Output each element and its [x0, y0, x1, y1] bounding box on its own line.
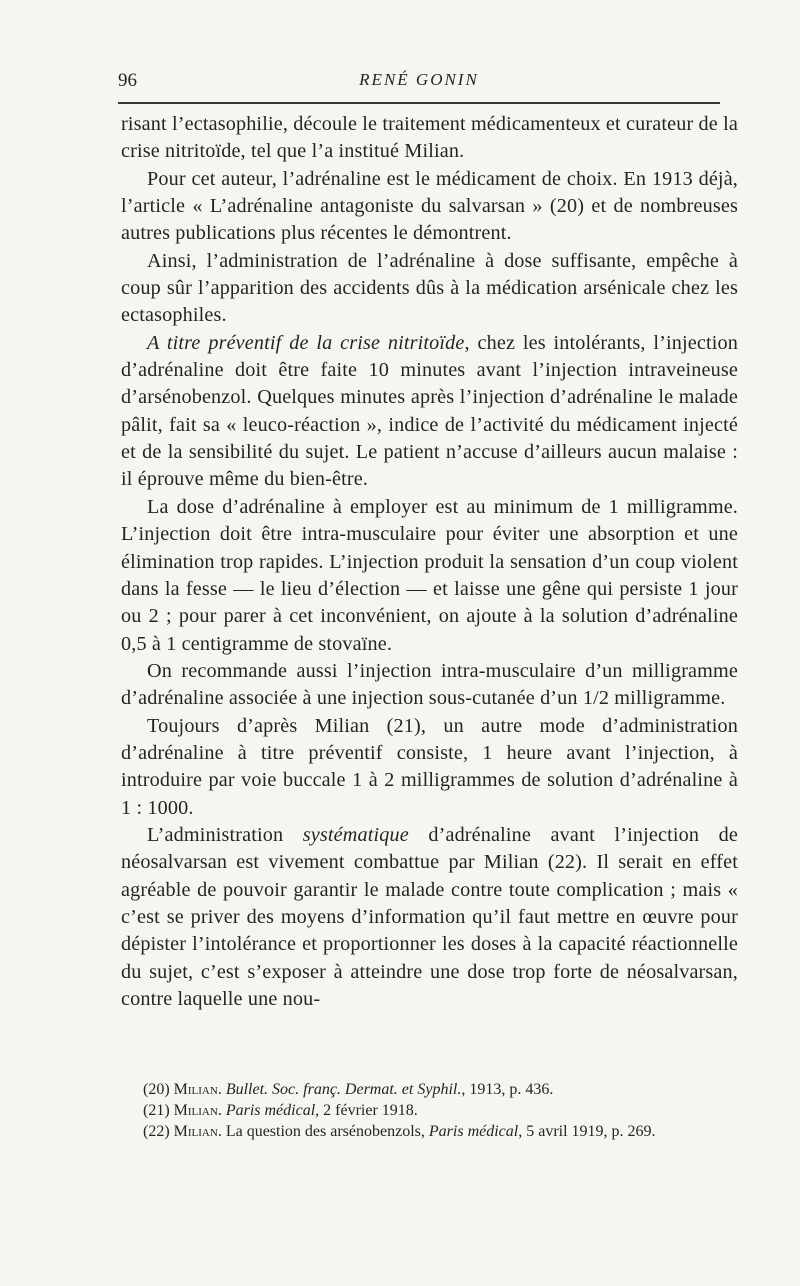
footnote-22: (22) Milian. La question des arsénobenzols, Paris médical, 5 avril 1919, p. 269. — [143, 1123, 656, 1141]
page-number: 96 — [118, 70, 137, 91]
paragraph-3: Ainsi, l’administration de l’adrénaline à dose suffisante, empêche à coup sûr l’apparition des accidents dûs à la médication arsénicale chez les ectasophiles. — [121, 249, 738, 327]
paragraph-8: L’administration systématique d’adrénaline avant l’injection de néosalvarsan est vivement combattue par Milian (22). Il serait en effet agréable de pouvoir garantir le malade contre toute complication ; mais « c’est se priver des moyens d’information qu’il faut mettre en œuvre pour dépister l’intolérance et proportionner les doses à la capacité réactionnelle du sujet, c’est s’exposer à atteindre une dose trop forte de néosalvarsan, contre laquelle une nou- — [121, 823, 738, 1010]
paragraph-2: Pour cet auteur, l’adrénaline est le médicament de choix. En 1913 déjà, l’article « L’adrénaline antagoniste du salvarsan » (20) et de nombreuses autres publications plus récentes le démontrent. — [121, 167, 738, 245]
running-title: RENÉ GONIN — [359, 70, 479, 89]
paragraph-4: A titre préventif de la crise nitritoïde, chez les intolérants, l’injection d’adrénaline doit être faite 10 minutes avant l’injection intraveineuse d’arsénobenzol. Quelques minutes après l’injection d’adrénaline le malade pâlit, fait sa « leuco-réaction », indice de l’activité du médicament injecté et de la sensibilité du sujet. Le patient n’accuse d’ailleurs aucun malaise : il éprouve même du bien-être. — [121, 331, 738, 491]
paragraph-7: Toujours d’après Milian (21), un autre mode d’administration d’adrénaline à titre préventif consiste, 1 heure avant l’injection, à introduire par voie buccale 1 à 2 milligrammes de solution d’adrénaline à 1 : 1000. — [121, 714, 738, 819]
header-rule — [118, 102, 720, 104]
footnote-21: (21) Milian. Paris médical, 2 février 1918. — [143, 1102, 418, 1120]
italic-word: systématique — [302, 823, 409, 846]
body-text — [121, 111, 738, 1013]
paragraph-1: risant l’ectasophilie, découle le traitement médicamenteux et curateur de la crise nitritoïde, tel que l’a institué Milian. — [121, 113, 738, 163]
running-header — [118, 70, 720, 96]
paragraph-6: On recommande aussi l’injection intra-musculaire d’un milligramme d’adrénaline associée à une injection sous-cutanée d’un 1/2 milligramme. — [121, 659, 738, 710]
footnote-20: (20) Milian. Bullet. Soc. franç. Dermat. et Syphil., 1913, p. 436. — [143, 1081, 554, 1098]
paragraph-5: La dose d’adrénaline à employer est au minimum de 1 milligramme. L’injection doit être intra-musculaire pour éviter une absorption et une élimination trop rapides. L’injection produit la sensation d’un coup violent dans la fesse — le lieu d’élection — et laisse une gêne qui persiste 1 jour ou 2 ; pour parer à cet inconvénient, on ajoute à la solution d’adrénaline 0,5 à 1 centigramme de stovaïne. — [121, 495, 738, 655]
footnotes — [121, 1079, 738, 1143]
italic-heading: A titre préventif de la crise nitritoïde — [147, 331, 465, 354]
